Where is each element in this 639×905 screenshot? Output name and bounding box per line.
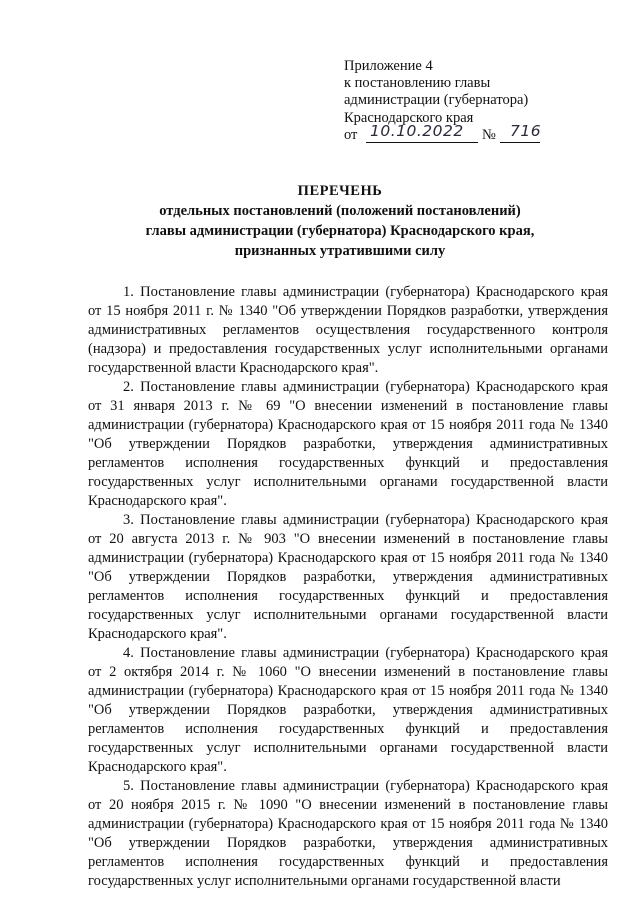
from-label: от xyxy=(344,126,358,143)
appendix-block xyxy=(344,58,624,145)
title-line-2: отдельных постановлений (положений постановлений) xyxy=(159,203,521,219)
document-body xyxy=(88,283,608,891)
handwritten-date: 10.10.2022 xyxy=(370,121,464,140)
number-label: № xyxy=(482,126,496,143)
appendix-line-4: Краснодарского края xyxy=(344,109,474,126)
date-underline xyxy=(366,142,478,143)
date-number-row xyxy=(344,121,624,145)
list-item: 5. Постановление главы администрации (губернатора) Краснодарского края от 20 ноября 2015 г. № 1090 "О внесении изменений в постановление главы администрации (губернатора) Краснодарского края от 15 ноября 2011 года № 1340 "Об утверждении Порядков разработки, утверждения административных регламентов исполнения государственных функций и предоставления государственных услуг исполнительными органами государственной власти xyxy=(88,778,608,889)
appendix-line-2: к постановлению главы xyxy=(344,75,491,92)
title-heading: ПЕРЕЧЕНЬ xyxy=(297,183,383,199)
document-title xyxy=(60,181,620,261)
appendix-line-3: администрации (губернатора) xyxy=(344,92,529,109)
number-underline xyxy=(500,142,540,143)
list-item: 2. Постановление главы администрации (губернатора) Краснодарского края от 31 января 2013 г. № 69 "О внесении изменений в постановление главы администрации (губернатора) Краснодарского края от 15 ноября 2011 года № 1340 "Об утверждении Порядков разработки, утверждения административных регламентов исполнения государственных функций и предоставления государственных услуг исполнительными органами государственной власти Краснодарского края". xyxy=(88,379,608,509)
title-line-3: главы администрации (губернатора) Краснодарского края, xyxy=(145,223,535,239)
list-item: 4. Постановление главы администрации (губернатора) Краснодарского края от 2 октября 2014 г. № 1060 "О внесении изменений в постановление главы администрации (губернатора) Краснодарского края от 15 ноября 2011 года № 1340 "Об утверждении Порядков разработки, утверждения административных регламентов исполнения государственных функций и предоставления государственных услуг исполнительными органами государственной власти Краснодарского края". xyxy=(88,645,608,775)
list-item: 3. Постановление главы администрации (губернатора) Краснодарского края от 20 августа 2013 г. № 903 "О внесении изменений в постановление главы администрации (губернатора) Краснодарского края от 15 ноября 2011 года № 1340 "Об утверждении Порядков разработки, утверждения административных регламентов исполнения государственных функций и предоставления государственных услуг исполнительными органами государственной власти Краснодарского края". xyxy=(88,512,608,642)
handwritten-number: 716 xyxy=(510,121,542,140)
title-line-4: признанных утратившими силу xyxy=(234,243,446,259)
appendix-line-1: Приложение 4 xyxy=(344,58,433,74)
list-item: 1. Постановление главы администрации (губернатора) Краснодарского края от 15 ноября 2011 г. № 1340 "Об утверждении Порядков разработки, утверждения административных регламентов осуществления государственного контроля (надзора) и предоставления государственных услуг исполнительными органами государственной власти Краснодарского края". xyxy=(88,284,608,376)
